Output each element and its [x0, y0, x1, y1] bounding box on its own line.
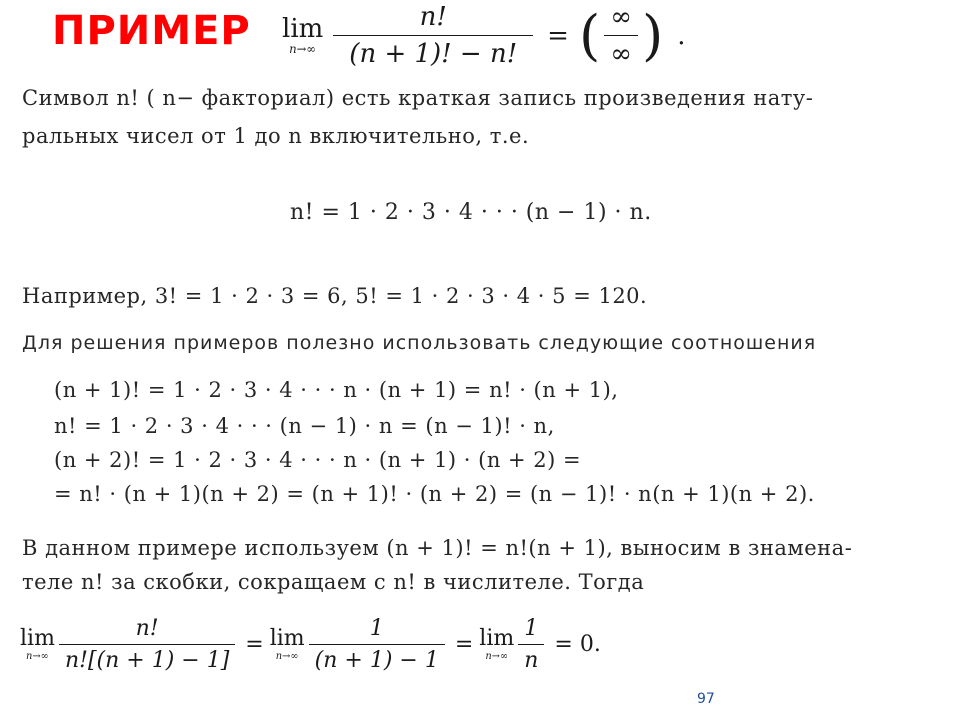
limit-operator: lim n→∞ [479, 625, 515, 662]
page-number: 97 [697, 691, 715, 707]
definition-line-1: Символ n! ( n− факториал) есть краткая запись произведения нату- [22, 86, 814, 110]
header-formula: lim n→∞ $\frac{n!}{(n + 1)! - n!}$ = ( $\frac{\infty}{\infty}$ ) . [282, 2, 686, 69]
relation-line: = n! · (n + 1)(n + 2) = (n + 1)! · (n + 2) = (n − 1)! · n(n + 1)(n + 2). [54, 482, 815, 506]
final-fraction-1: $\frac{n!}{n![(n + 1) - 1]}$ [59, 616, 235, 673]
relations-heading: Для решения примеров полезно использовать следующие соотношения [22, 332, 817, 354]
limit-operator: lim n→∞ [269, 625, 305, 662]
header-numerator: n! [419, 2, 447, 32]
solution-line-2: теле n! за скобки, сокращаем с n! в числителе. Тогда [22, 570, 645, 594]
factorial-definition-formula: n! = 1 · 2 · 3 · 4 · · · (n − 1) · n. [290, 200, 652, 225]
slide-title: ПРИМЕР [52, 8, 251, 54]
relation-line: (n + 2)! = 1 · 2 · 3 · 4 · · · n · (n + 1) · (n + 2) = [54, 448, 582, 472]
limit-operator: lim n→∞ [20, 625, 55, 662]
solution-line-1: В данном примере используем (n + 1)! = n!(n + 1), выносим в знамена- [22, 536, 853, 560]
equals-sign: = [547, 20, 569, 51]
relation-line: n! = 1 · 2 · 3 · 4 · · · (n − 1) · n = (n − 1)! · n, [54, 414, 555, 438]
final-result: = 0. [554, 632, 601, 657]
example-line: Например, 3! = 1 · 2 · 3 = 6, 5! = 1 · 2 · 3 · 4 · 5 = 120. [22, 284, 648, 308]
limit-operator: lim n→∞ [282, 13, 324, 56]
header-fraction [333, 2, 533, 69]
final-fraction-2: $\frac{1}{(n + 1) - 1}$ [309, 616, 445, 673]
final-formula: lim n→∞ $\frac{n!}{n![(n + 1) - 1]}$ = lim n→∞ $\frac{1}{(n + 1) - 1}$ = lim n→∞ $\frac{1}{n}$ = 0. [20, 616, 601, 673]
header-denominator: (n + 1)! − n! [333, 35, 533, 69]
indeterminate-fraction: $\frac{\infty}{\infty}$ [604, 2, 638, 69]
final-fraction-3: $\frac{1}{n}$ [518, 616, 544, 673]
definition-line-2: ральных чисел от 1 до n включительно, т.е. [22, 124, 530, 148]
relation-line: (n + 1)! = 1 · 2 · 3 · 4 · · · n · (n + 1) = n! · (n + 1), [54, 378, 619, 402]
